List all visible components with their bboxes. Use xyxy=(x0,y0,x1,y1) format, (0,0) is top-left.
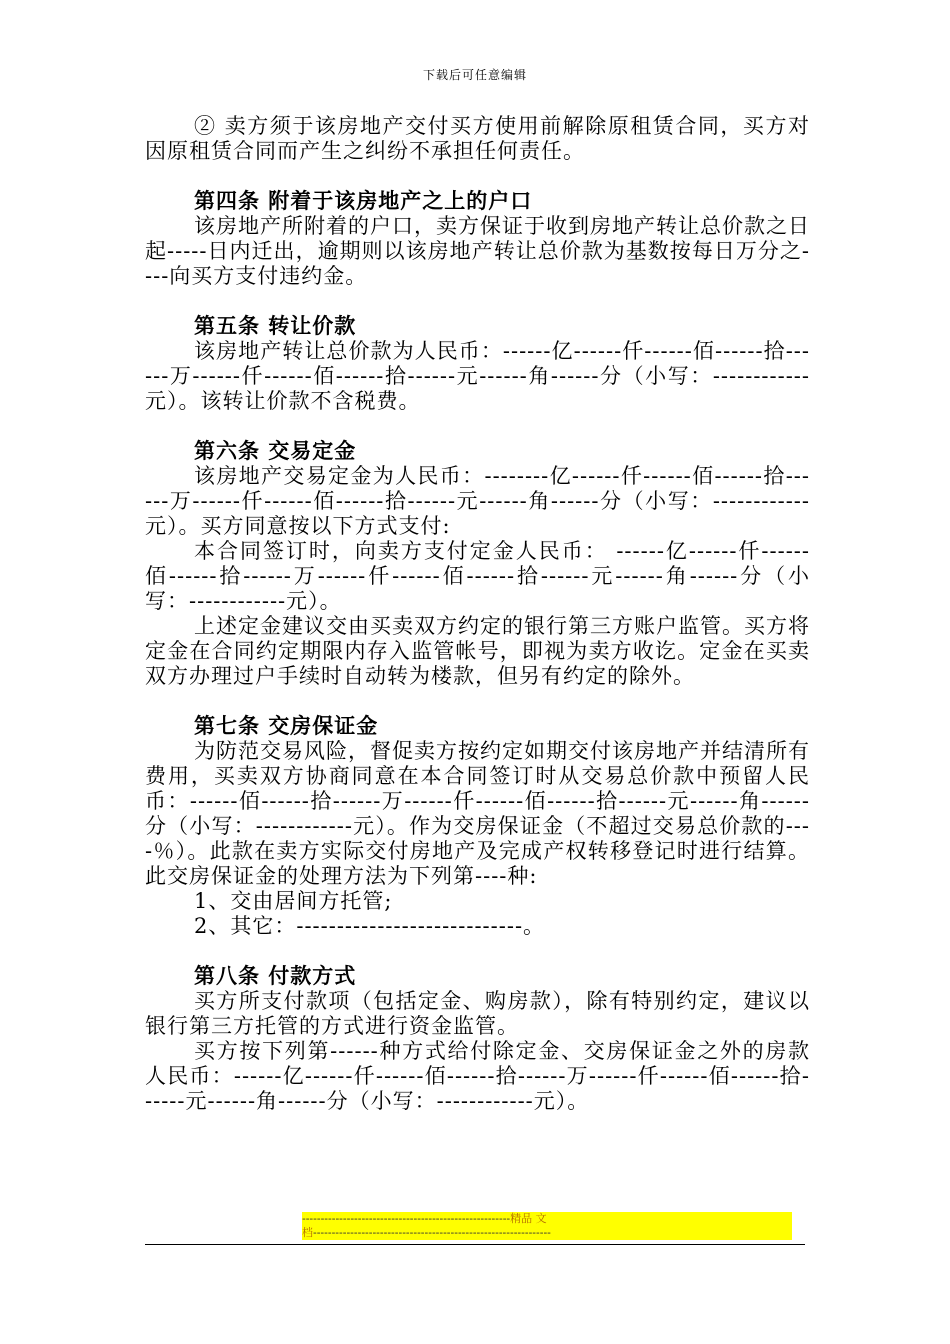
section-gap xyxy=(145,289,810,314)
clause-paragraph: 买方按下列第------种方式给付除定金、交房保证金之外的房款人民币：------亿------仟------佰------拾------万------仟------佰------拾------元------角------分（小写：------------元）。 xyxy=(145,1039,810,1113)
clause-paragraph: 该房地产所附着的户口，卖方保证于收到房地产转让总价款之日起-----日内迁出，逾期则以该房地产转让总价款为基数按每日万分之----向买方支付违约金。 xyxy=(145,214,810,288)
section-gap xyxy=(145,414,810,439)
header-note: 下载后可任意编辑 xyxy=(422,68,527,82)
footer-label-2: 档 xyxy=(302,1226,313,1239)
page-footer xyxy=(145,1212,805,1245)
clause-paragraph: 该房地产转让总价款为人民币：------亿------仟------佰------拾------万------仟------佰------拾------元------角------分（小写：------------元）。该转让价款不含税费。 xyxy=(145,339,810,413)
footer-watermark-band xyxy=(302,1212,792,1240)
clause-paragraph: 上述定金建议交由买卖双方约定的银行第三方账户监管。买方将定金在合同约定期限内存入监管帐号，即视为卖方收讫。定金在买卖双方办理过户手续时自动转为楼款，但另有约定的除外。 xyxy=(145,614,810,688)
section-heading: 第四条 附着于该房地产之上的户口 xyxy=(194,189,533,213)
section-heading: 第七条 交房保证金 xyxy=(194,714,379,738)
clause-paragraph: 为防范交易风险，督促卖方按约定如期交付该房地产并结清所有费用，买卖双方协商同意在本合同签订时从交易总价款中预留人民币：------佰------拾------万------仟------佰------拾------元------角------分（小写：------------元）。作为交房保证金（不超过交易总价款的----％）。此款在卖方实际交付房地产及完成产权转移登记时进行结算。此交房保证金的处理方法为下列第----种: xyxy=(145,739,810,888)
section-heading: 第八条 付款方式 xyxy=(194,964,357,988)
clause-paragraph: 1、交由居间方托管; xyxy=(194,889,393,913)
section-gap xyxy=(145,689,810,714)
clause-paragraph: 本合同签订时，向卖方支付定金人民币： ------亿------仟------佰------拾------万------仟------佰------拾------元------角------分（小写：------------元）。 xyxy=(145,539,810,613)
clause-paragraph: 该房地产交易定金为人民币：--------亿------仟------佰------拾------万------仟------佰------拾------元------角------分（小写：------------元）。买方同意按以下方式支付: xyxy=(145,464,810,538)
clause-paragraph: 2、其它：----------------------------。 xyxy=(194,914,546,938)
section-gap xyxy=(145,939,810,964)
footer-label-1: 精品 文 xyxy=(510,1212,547,1225)
section-heading: 第六条 交易定金 xyxy=(194,439,357,463)
footer-dashes-2: ---------------------------------------------------------------- xyxy=(313,1226,551,1239)
document-body xyxy=(145,114,810,1114)
section-heading: 第五条 转让价款 xyxy=(194,314,357,338)
section-gap xyxy=(145,164,810,189)
footer-rule xyxy=(145,1244,805,1245)
clause-paragraph: 买方所支付款项（包括定金、购房款），除有特别约定，建议以银行第三方托管的方式进行资金监管。 xyxy=(145,989,810,1038)
clause-paragraph: ② 卖方须于该房地产交付买方使用前解除原租赁合同，买方对因原租赁合同而产生之纠纷不承担任何责任。 xyxy=(145,114,810,163)
footer-dashes-1: -------------------------------------------------------- xyxy=(302,1212,511,1225)
